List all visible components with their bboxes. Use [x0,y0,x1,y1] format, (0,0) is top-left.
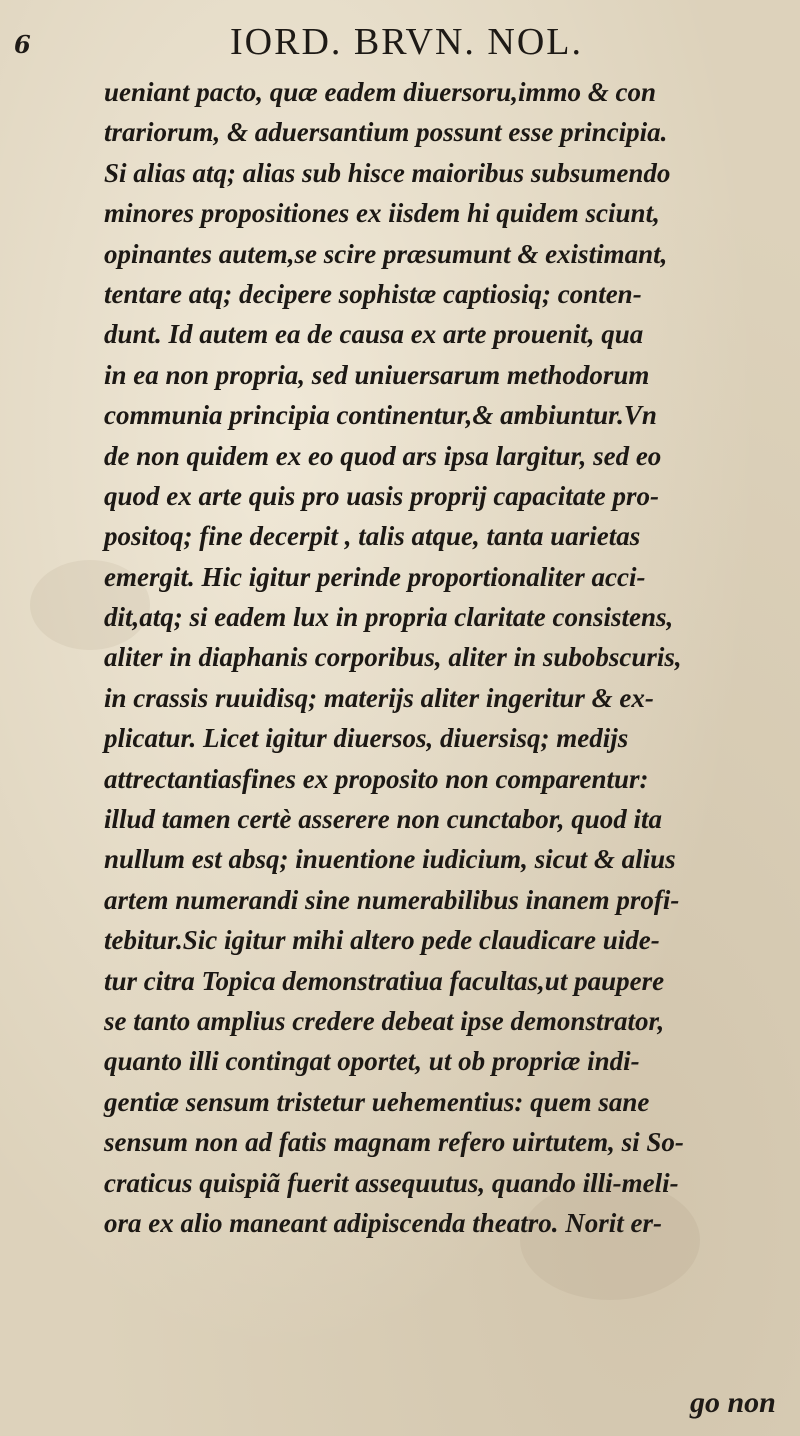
text-line: positoq; fine decerpit , talis atque, tanta uarietas [104,521,641,552]
text-line: sensum non ad fatis magnam refero uirtutem, si So- [104,1127,684,1158]
page-number: 6 [14,30,31,59]
text-line: in ea non propria, sed uniuersarum methodorum [104,359,650,390]
text-line: illud tamen certè asserere non cunctabor, quod ita [104,804,663,835]
text-line: Si alias atq; alias sub hisce maioribus subsumendo [104,157,671,188]
text-line: nullum est absq; inuentione iudicium, sicut & alius [104,844,676,875]
text-line: in crassis ruuidisq; materijs aliter ingeritur & ex- [104,682,654,713]
text-line: dit,atq; si eadem lux in propria claritate consistens, [104,602,674,633]
text-line: quod ex arte quis pro uasis proprij capacitate pro- [104,480,660,511]
text-line: craticus quispiã fuerit assequutus, quando illi-meli- [104,1167,679,1198]
text-line: trariorum, & aduersantium possunt esse principia. [104,117,668,148]
text-line: ora ex alio maneant adipiscenda theatro. Norit er- [104,1207,663,1238]
text-line: tur citra Topica demonstratiua facultas,ut paupere [104,965,665,996]
text-line: attrectantiasfines ex proposito non comparentur: [104,763,649,794]
body-text [104,72,794,1243]
text-line: aliter in diaphanis corporibus, aliter in subobscuris, [104,642,682,673]
text-line: gentiæ sensum tristetur uehementius: quem sane [104,1086,650,1117]
text-line: emergit. Hic igitur perinde proportionaliter acci- [104,561,646,592]
text-line: se tanto amplius credere debeat ipse demonstrator, [104,1005,665,1036]
text-line: minores propositiones ex iisdem hi quidem sciunt, [104,198,660,229]
running-head: IORD. BRVN. NOL. [230,21,584,63]
text-line: ueniant pacto, quæ eadem diuersoru,immo & con [104,77,657,107]
text-line: quanto illi contingat oportet, ut ob propriæ indi- [104,1046,640,1077]
text-line: plicatur. Licet igitur diuersos, diuersisq; medijs [104,723,629,754]
page-header [0,14,800,64]
catchword: go non [690,1386,776,1419]
text-line: artem numerandi sine numerabilibus inanem profi- [104,884,680,915]
text-line: opinantes autem,se scire præsumunt & existimant, [104,238,668,269]
text-line: communia principia continentur,& ambiuntur.Vn [104,400,657,431]
text-line: tebitur.Sic igitur mihi altero pede claudicare uide- [104,925,660,956]
text-line: de non quidem ex eo quod ars ipsa largitur, sed eo [104,440,662,471]
text-line: tentare atq; decipere sophistæ captiosiq; conten- [104,278,642,309]
text-line: dunt. Id autem ea de causa ex arte prouenit, qua [104,319,644,350]
